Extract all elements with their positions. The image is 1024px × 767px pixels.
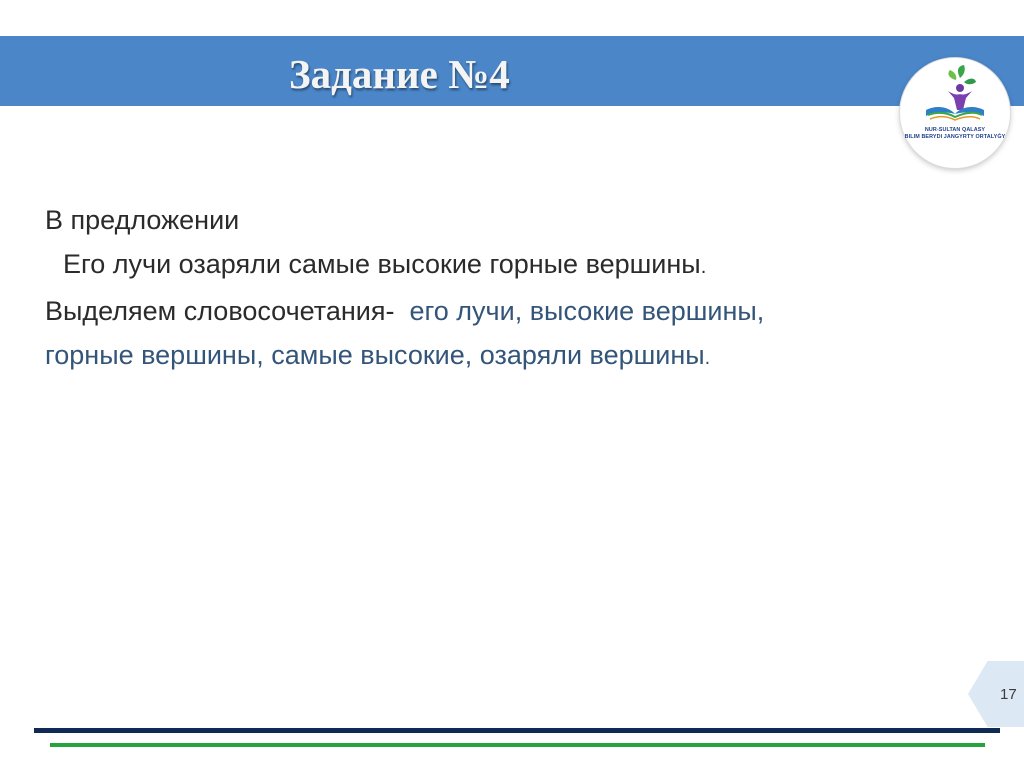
phrases-list-part-2: горные вершины, самые высокие, озаряли вершины: [45, 340, 705, 370]
body-line-1: В предложении: [45, 205, 240, 235]
phrases-list-period: .: [704, 347, 711, 369]
page-number: 17: [1000, 686, 1017, 703]
logo-emblem-icon: [920, 64, 990, 126]
slide-body: [45, 198, 945, 380]
example-sentence-period: .: [700, 256, 707, 278]
logo-text-line-2: BILIM BERYDI JANGYRTY ORTALYǴY: [904, 134, 1006, 140]
phrases-label: Выделяем словосочетания-: [45, 296, 395, 326]
title-bar: [0, 36, 1024, 106]
body-line-2: [45, 242, 945, 289]
slide-title: Задание №4: [289, 51, 510, 97]
example-sentence: Его лучи озаряли самые высокие горные вершины: [63, 249, 701, 279]
footer-rule-green: [50, 743, 985, 747]
body-line-4: [45, 333, 945, 380]
footer-rule-navy: [34, 728, 1000, 733]
logo: [900, 58, 1010, 168]
logo-text-line-1: NUR-SULTAN QALASY: [924, 127, 986, 133]
phrases-list-part-1: его лучи, высокие вершины,: [409, 296, 765, 326]
body-line-3: [45, 289, 945, 333]
